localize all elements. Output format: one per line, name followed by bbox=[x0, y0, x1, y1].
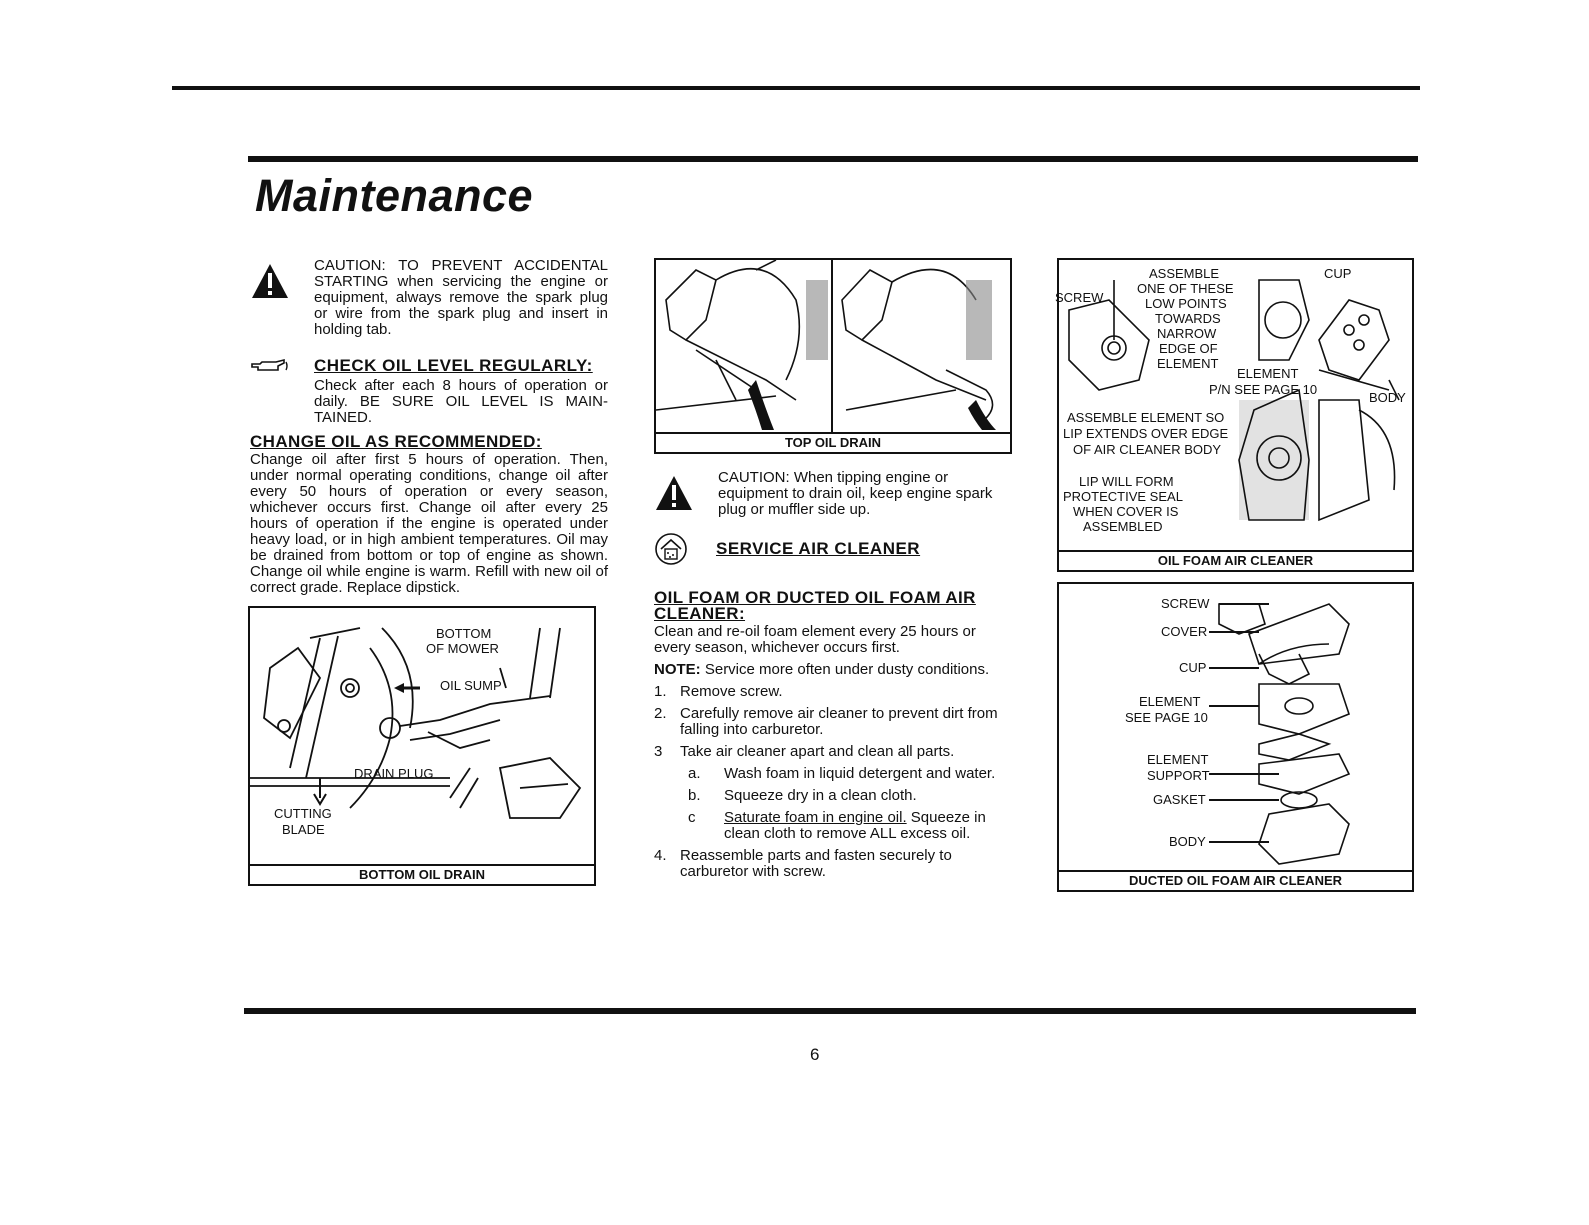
footer-rule bbox=[244, 1008, 1416, 1014]
sub-list-item: c Saturate foam in engine oil. Squeeze in clean cloth to remove ALL excess oil. bbox=[688, 809, 986, 842]
caution-text: CAUTION: TO PREVENT ACCIDENTAL STARTING when servicing the engine or equipment, always remove the spark plug or wire from the spark plug and insert in holding tab. bbox=[314, 257, 608, 338]
oil-foam-air-cleaner-figure bbox=[1057, 258, 1414, 572]
label-see-page-10: SEE PAGE 10 bbox=[1125, 710, 1208, 725]
page-number: 6 bbox=[810, 1045, 820, 1064]
middle-column bbox=[654, 470, 1014, 880]
label-low-points: LOW POINTS bbox=[1145, 296, 1227, 311]
label-protective-seal: PROTECTIVE SEAL bbox=[1063, 489, 1183, 504]
list-item: 4. Reassemble parts and fasten securely to carburetor with screw. bbox=[654, 847, 952, 880]
caution-block bbox=[250, 258, 608, 338]
oil-can-icon bbox=[250, 358, 290, 374]
list-item: 1. Remove screw. bbox=[654, 683, 783, 700]
label-bottom: BOTTOM bbox=[436, 626, 492, 641]
label-assemble: ASSEMBLE bbox=[1149, 266, 1220, 281]
ducted-oil-foam-air-cleaner-figure bbox=[1057, 582, 1414, 892]
label-gasket: GASKET bbox=[1153, 792, 1206, 807]
label-screw: SCREW bbox=[1161, 596, 1210, 611]
figure-caption: DUCTED OIL FOAM AIR CLEANER bbox=[1059, 870, 1412, 890]
label-narrow: NARROW bbox=[1157, 326, 1217, 341]
label-cup: CUP bbox=[1324, 266, 1352, 281]
caution-block bbox=[654, 470, 1014, 518]
sub-list-item: a. Wash foam in liquid detergent and water. bbox=[688, 765, 996, 782]
check-oil-heading-row bbox=[250, 358, 608, 374]
label-element-support-2: SUPPORT bbox=[1147, 768, 1210, 783]
page-title: Maintenance bbox=[255, 170, 534, 221]
label-lip-extends: LIP EXTENDS OVER EDGE bbox=[1063, 426, 1229, 441]
change-oil-text: Change oil after first 5 hours of operation. Then, under normal operating conditions, change oil after every 50 hours of operation or every season, whichever occurs first. Change oil after every 25 hours of operation if the engine is operated under heavy load, or in high ambient temperatures. Oil may be drained from bottom or top of engine as shown. Change oil while engine is warm. Refill with new oil of correct grade. Replace dipstick. bbox=[250, 451, 608, 596]
check-oil-heading: CHECK OIL LEVEL REGULARLY: bbox=[314, 356, 593, 375]
air-filter-icon bbox=[654, 532, 688, 566]
sub-list-item: b. Squeeze dry in a clean cloth. bbox=[688, 787, 917, 804]
service-air-cleaner-heading: SERVICE AIR CLEANER bbox=[716, 539, 921, 558]
check-oil-text: Check after each 8 hours of operation or daily. BE SURE OIL LEVEL IS MAIN-TAINED. bbox=[314, 377, 608, 426]
label-blade: BLADE bbox=[282, 822, 325, 837]
header-rule bbox=[248, 156, 1418, 162]
label-of-mower: OF MOWER bbox=[426, 641, 499, 656]
top-rule bbox=[172, 86, 1420, 90]
ducted-air-cleaner-illustration bbox=[1059, 584, 1412, 870]
label-cover: COVER bbox=[1161, 624, 1208, 639]
change-oil-heading: CHANGE OIL AS RECOMMENDED: bbox=[250, 432, 542, 451]
note-text: Service more often under dusty conditions. bbox=[704, 661, 990, 678]
list-item: 3 Take air cleaner apart and clean all parts. bbox=[654, 743, 955, 760]
warning-icon bbox=[250, 262, 290, 300]
label-towards: TOWARDS bbox=[1155, 311, 1221, 326]
list-item: 2. Carefully remove air cleaner to prevent dirt from falling into carburetor. bbox=[654, 705, 998, 738]
note-label: NOTE: bbox=[654, 661, 701, 678]
foam-text: Clean and re-oil foam element every 25 hours or every season, whichever occurs first. bbox=[654, 623, 976, 656]
steps-list bbox=[654, 684, 1014, 880]
label-assembled: ASSEMBLED bbox=[1083, 519, 1163, 534]
label-element: ELEMENT bbox=[1157, 356, 1219, 371]
label-pn: P/N SEE PAGE 10 bbox=[1209, 382, 1318, 397]
foam-heading: OIL FOAM OR DUCTED OIL FOAM AIR CLEANER: bbox=[654, 588, 976, 623]
label-when-cover-is: WHEN COVER IS bbox=[1073, 504, 1179, 519]
note bbox=[654, 662, 1014, 678]
label-lip-will-form: LIP WILL FORM bbox=[1079, 474, 1174, 489]
label-one-of-these: ONE OF THESE bbox=[1137, 281, 1234, 296]
top-oil-drain-illustration bbox=[656, 260, 1010, 432]
label-of-air-cleaner: OF AIR CLEANER BODY bbox=[1073, 442, 1222, 457]
warning-icon bbox=[654, 474, 694, 512]
label-oil-sump: OIL SUMP bbox=[440, 678, 502, 693]
label-screw: SCREW bbox=[1055, 290, 1104, 305]
label-element-support-1: ELEMENT bbox=[1147, 752, 1209, 767]
label-body: BODY bbox=[1369, 390, 1406, 405]
figure-caption: OIL FOAM AIR CLEANER bbox=[1059, 550, 1412, 570]
label-edge-of: EDGE OF bbox=[1159, 341, 1218, 356]
label-cutting: CUTTING bbox=[274, 806, 332, 821]
top-oil-drain-figure bbox=[654, 258, 1012, 454]
label-cup: CUP bbox=[1179, 660, 1207, 675]
left-column bbox=[250, 258, 608, 596]
bottom-oil-drain-figure bbox=[248, 606, 596, 886]
label-body: BODY bbox=[1169, 834, 1206, 849]
service-air-cleaner-heading-row bbox=[654, 532, 1014, 566]
figure-caption: BOTTOM OIL DRAIN bbox=[250, 864, 594, 884]
label-element-2: ELEMENT bbox=[1237, 366, 1299, 381]
label-drain-plug: DRAIN PLUG bbox=[354, 766, 434, 781]
label-element: ELEMENT bbox=[1139, 694, 1201, 709]
figure-caption: TOP OIL DRAIN bbox=[656, 432, 1010, 452]
label-assemble-element: ASSEMBLE ELEMENT SO bbox=[1067, 410, 1225, 425]
caution-text: CAUTION: When tipping engine or equipment to drain oil, keep engine spark plug or muffler side up. bbox=[718, 469, 993, 518]
